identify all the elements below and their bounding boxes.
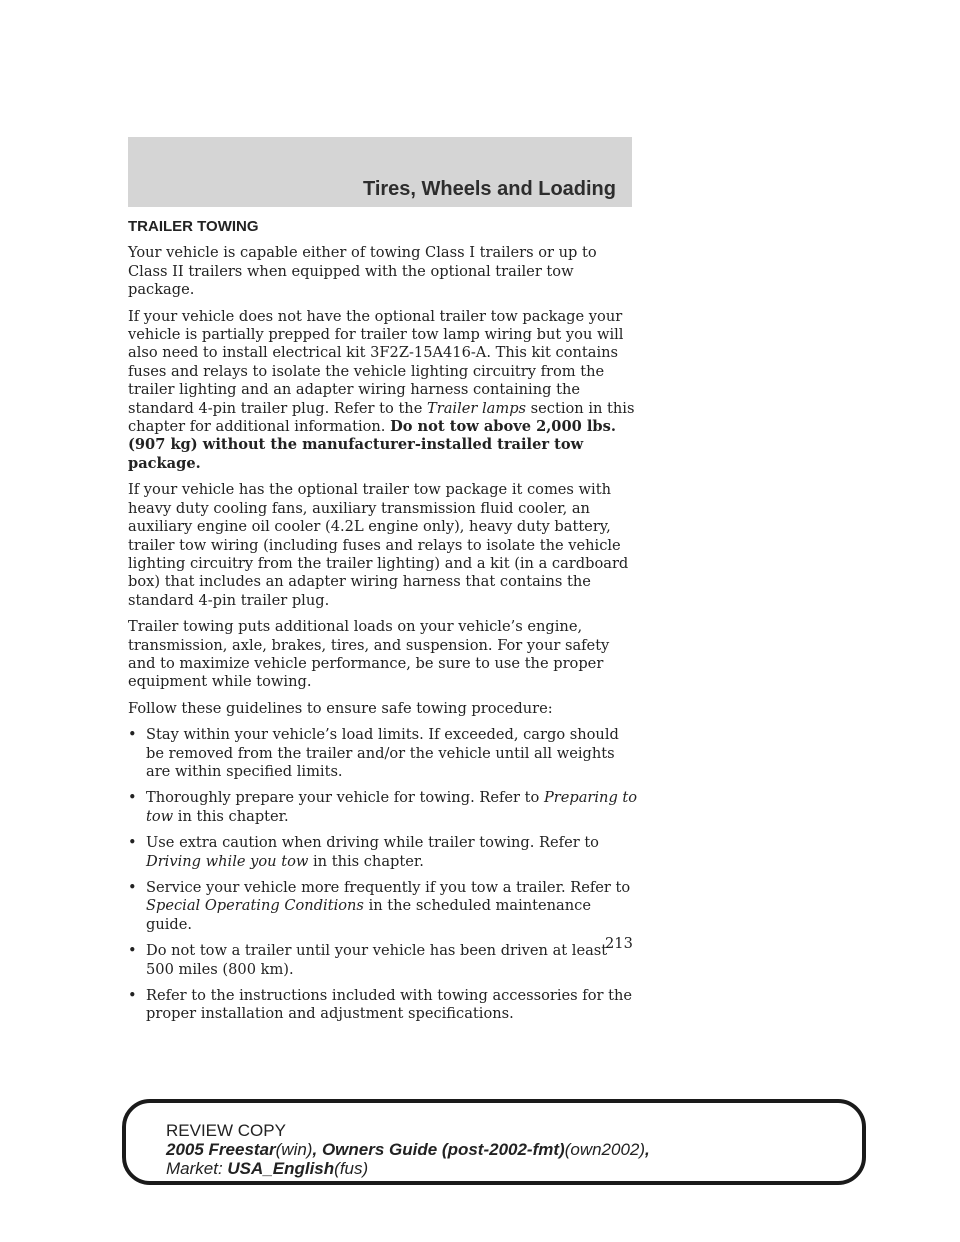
footer-line-end: , bbox=[645, 1140, 650, 1159]
paragraph-package-contents: If your vehicle has the optional trailer tow package it comes with heavy duty cooling fans, auxiliary transmission fluid cooler, an auxiliary engine oil cooler (4.2L engine only), heavy duty battery, trailer tow wiring (including fuses and relays to isolate the vehicle lighting circuitry from the trailer lighting) and a kit (in a cardboard box) that includes an adapter wiring harness that contains the standard 4-pin trailer plug. bbox=[128, 481, 629, 609]
chapter-title: Tires, Wheels and Loading bbox=[362, 178, 616, 200]
section-heading: TRAILER TOWING bbox=[128, 218, 259, 235]
preparing-to-tow-reference: Preparing to tow bbox=[146, 789, 638, 825]
footer-separator: , bbox=[312, 1140, 322, 1159]
bullet-icon: • bbox=[128, 789, 137, 807]
list-item-text: Service your vehicle more frequently if you tow a trailer. Refer to bbox=[146, 879, 631, 896]
footer-review-label: REVIEW COPY bbox=[166, 1121, 286, 1140]
footer-guide-code: (own2002) bbox=[564, 1140, 646, 1159]
list-item bbox=[128, 942, 638, 979]
page-content bbox=[128, 218, 638, 1032]
footer-market: USA_English bbox=[227, 1159, 335, 1178]
paragraph-guidelines-intro: Follow these guidelines to ensure safe towing procedure: bbox=[128, 699, 553, 717]
list-item bbox=[128, 834, 638, 871]
list-item-text-continued: in this chapter. bbox=[173, 807, 289, 825]
footer-model: 2005 Freestar bbox=[166, 1140, 276, 1159]
bullet-icon: • bbox=[128, 879, 137, 896]
special-operating-conditions-reference: Special Operating Conditions bbox=[146, 897, 364, 915]
paragraph-additional-loads: Trailer towing puts additional loads on your vehicle’s engine, transmission, axle, brakes, tires, and suspension. For your safety and to maximize vehicle performance, be sure to use the proper equipment while towing. bbox=[128, 618, 610, 691]
footer-text bbox=[166, 1121, 650, 1178]
tow-limit-warning: Do not tow above 2,000 lbs. (907 kg) without the manufacturer-installed trailer tow package. bbox=[128, 418, 616, 472]
review-copy-footer bbox=[122, 1099, 866, 1185]
footer-market-code: (fus) bbox=[334, 1159, 369, 1178]
paragraph-no-package-continued: section in this chapter for additional information. bbox=[128, 399, 635, 436]
chapter-header-band bbox=[128, 137, 632, 207]
footer-model-code: (win) bbox=[275, 1140, 313, 1159]
list-item bbox=[128, 987, 638, 1024]
paragraph-no-package bbox=[128, 308, 638, 474]
list-item bbox=[128, 879, 638, 934]
page-number: 213 bbox=[605, 935, 633, 952]
trailer-lamps-reference: Trailer lamps bbox=[426, 399, 527, 417]
footer-guide-title: Owners Guide (post-2002-fmt) bbox=[321, 1140, 565, 1159]
bullet-icon: • bbox=[128, 987, 137, 1005]
paragraph-capability: Your vehicle is capable either of towing Class I trailers or up to Class II trailers when equipped with the optional trailer tow package. bbox=[128, 244, 597, 299]
list-item-text-continued: in the scheduled maintenance guide. bbox=[146, 897, 591, 933]
list-item bbox=[128, 726, 638, 781]
paragraph-no-package-text: If your vehicle does not have the optional trailer tow package your vehicle is partially prepped for trailer tow lamp wiring but you will also need to install electrical kit 3F2Z-15A416-A. This kit contains fuses and relays to isolate the vehicle lighting circuitry from the trailer lighting and an adapter wiring harness containing the standard 4-pin trailer plug. Refer to the bbox=[128, 307, 624, 417]
driving-while-you-tow-reference: Driving while you tow bbox=[146, 852, 309, 870]
list-item bbox=[128, 789, 638, 826]
bullet-icon: • bbox=[128, 726, 137, 744]
bullet-icon: • bbox=[128, 942, 137, 960]
list-item-text-continued: in this chapter. bbox=[308, 852, 424, 870]
list-item-text: Stay within your vehicle’s load limits. If exceeded, cargo should be removed from the trailer and/or the vehicle until all weights are within specified limits. bbox=[146, 726, 619, 780]
footer-market-label: Market: bbox=[166, 1159, 228, 1178]
list-item-text: Do not tow a trailer until your vehicle has been driven at least 500 miles (800 km). bbox=[146, 942, 608, 978]
footer-market-line bbox=[166, 1159, 650, 1178]
guidelines-list bbox=[128, 726, 638, 1024]
bullet-icon: • bbox=[128, 834, 137, 852]
list-item-text: Thoroughly prepare your vehicle for towing. Refer to bbox=[146, 789, 544, 807]
list-item-text: Refer to the instructions included with towing accessories for the proper installation and adjustment specifications. bbox=[146, 987, 632, 1023]
footer-document-line bbox=[166, 1140, 650, 1159]
list-item-text: Use extra caution when driving while trailer towing. Refer to bbox=[146, 834, 599, 852]
